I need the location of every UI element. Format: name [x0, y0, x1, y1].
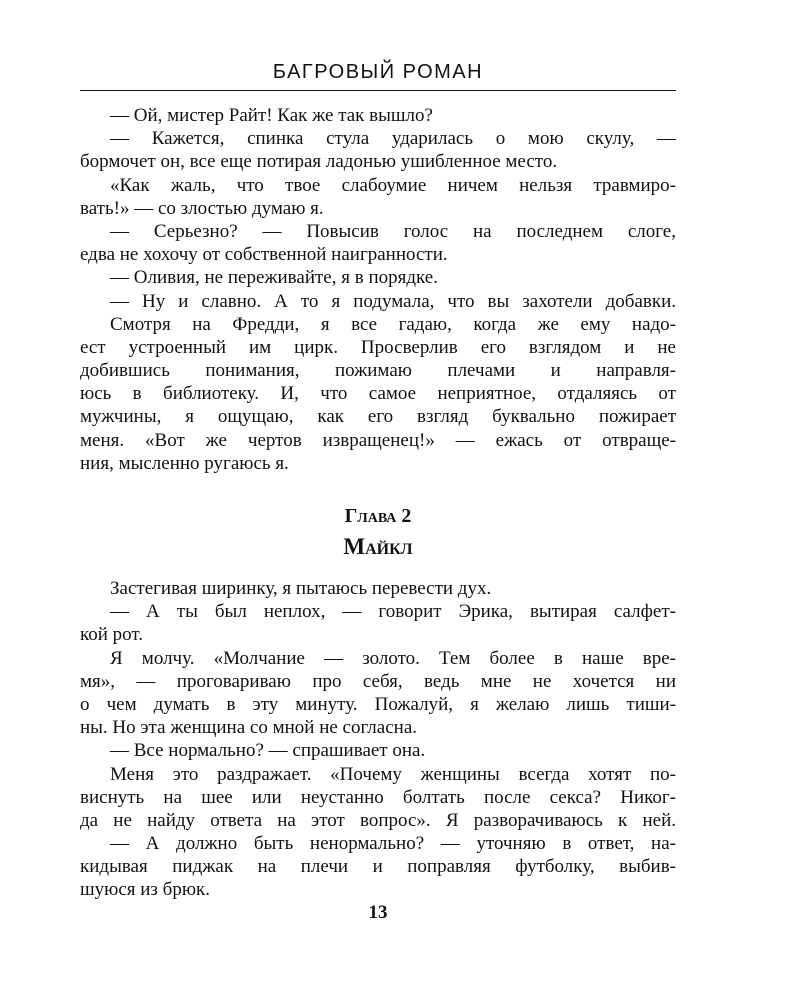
text-line: мя», — проговариваю про себя, ведь мне не хочется ни — [80, 670, 676, 692]
text-line: виснуть на шее или неустанно болтать после секса? Никог- — [80, 786, 676, 808]
text-line: — А должно быть ненормально? — уточняю в ответ, на- — [110, 833, 676, 855]
text-before-chapter — [80, 104, 676, 475]
text-line: — А ты был неплох, — говорит Эрика, вытирая салфет- — [110, 601, 676, 623]
chapter-number: Глава 2 — [344, 505, 412, 527]
text-line: о чем думать в эту минуту. Пожалуй, я желаю лишь тиши- — [80, 693, 676, 715]
text-line: Застегивая ширинку, я пытаюсь перевести дух. — [110, 578, 492, 599]
text-line: — Кажется, спинка стула ударилась о мою скулу, — — [110, 128, 676, 150]
chapter-heading — [80, 501, 676, 563]
text-line: ны. Но эта женщина со мной не согласна. — [80, 717, 418, 739]
text-line: едва не хохочу от собственной наигранности. — [80, 244, 448, 266]
text-line: мужчины, я ощущаю, как его взгляд буквально пожирает — [80, 406, 676, 428]
text-line: ест устроенный им цирк. Просверлив его взглядом и не — [80, 336, 676, 358]
text-line: — Все нормально? — спрашивает она. — [110, 740, 426, 762]
text-line: Смотря на Фредди, я все гадаю, когда же ему надо- — [110, 313, 676, 335]
text-line: меня. «Вот же чертов извращенец!» — ежась от отвраще- — [80, 429, 676, 451]
text-line: — Ну и славно. А то я подумала, что вы захотели добавки. — [110, 290, 676, 312]
text-line: Меня это раздражает. «Почему женщины всегда хотят по- — [110, 763, 676, 785]
page-number: 13 — [368, 902, 388, 923]
text-line: — Серьезно? — Повысив голос на последнем слоге, — [110, 220, 676, 242]
text-line: кой рот. — [80, 624, 144, 646]
text-line: юсь в библиотеку. И, что самое неприятное, отдаляясь от — [80, 383, 676, 405]
text-line: ния, мысленно ругаюсь я. — [80, 452, 289, 474]
text-line: шуюся из брюк. — [80, 879, 211, 901]
chapter-title: Майкл — [343, 534, 413, 559]
text-line: Я молчу. «Молчание — золото. Тем более в наше вре- — [110, 647, 676, 669]
text-line: — Ой, мистер Райт! Как же так вышло? — [110, 105, 433, 126]
text-line: да не найду ответа на этот вопрос». Я разворачиваюсь к ней. — [80, 809, 676, 831]
text-line: — Оливия, не переживайте, я в порядке. — [110, 267, 438, 289]
text-line: добившись понимания, пожимаю плечами и направля- — [80, 360, 676, 382]
text-line: «Как жаль, что твое слабоумие ничем нельзя травмиро- — [110, 174, 676, 196]
text-line: вать!» — со злостью думаю я. — [80, 197, 324, 219]
running-header: БАГРОВЫЙ РОМАН — [80, 60, 676, 91]
text-after-chapter — [80, 577, 676, 902]
book-page — [80, 60, 676, 902]
text-line: кидывая пиджак на плечи и поправляя футболку, выбив- — [80, 856, 676, 878]
text-line: бормочет он, все еще потирая ладонью ушибленное место. — [80, 151, 558, 173]
